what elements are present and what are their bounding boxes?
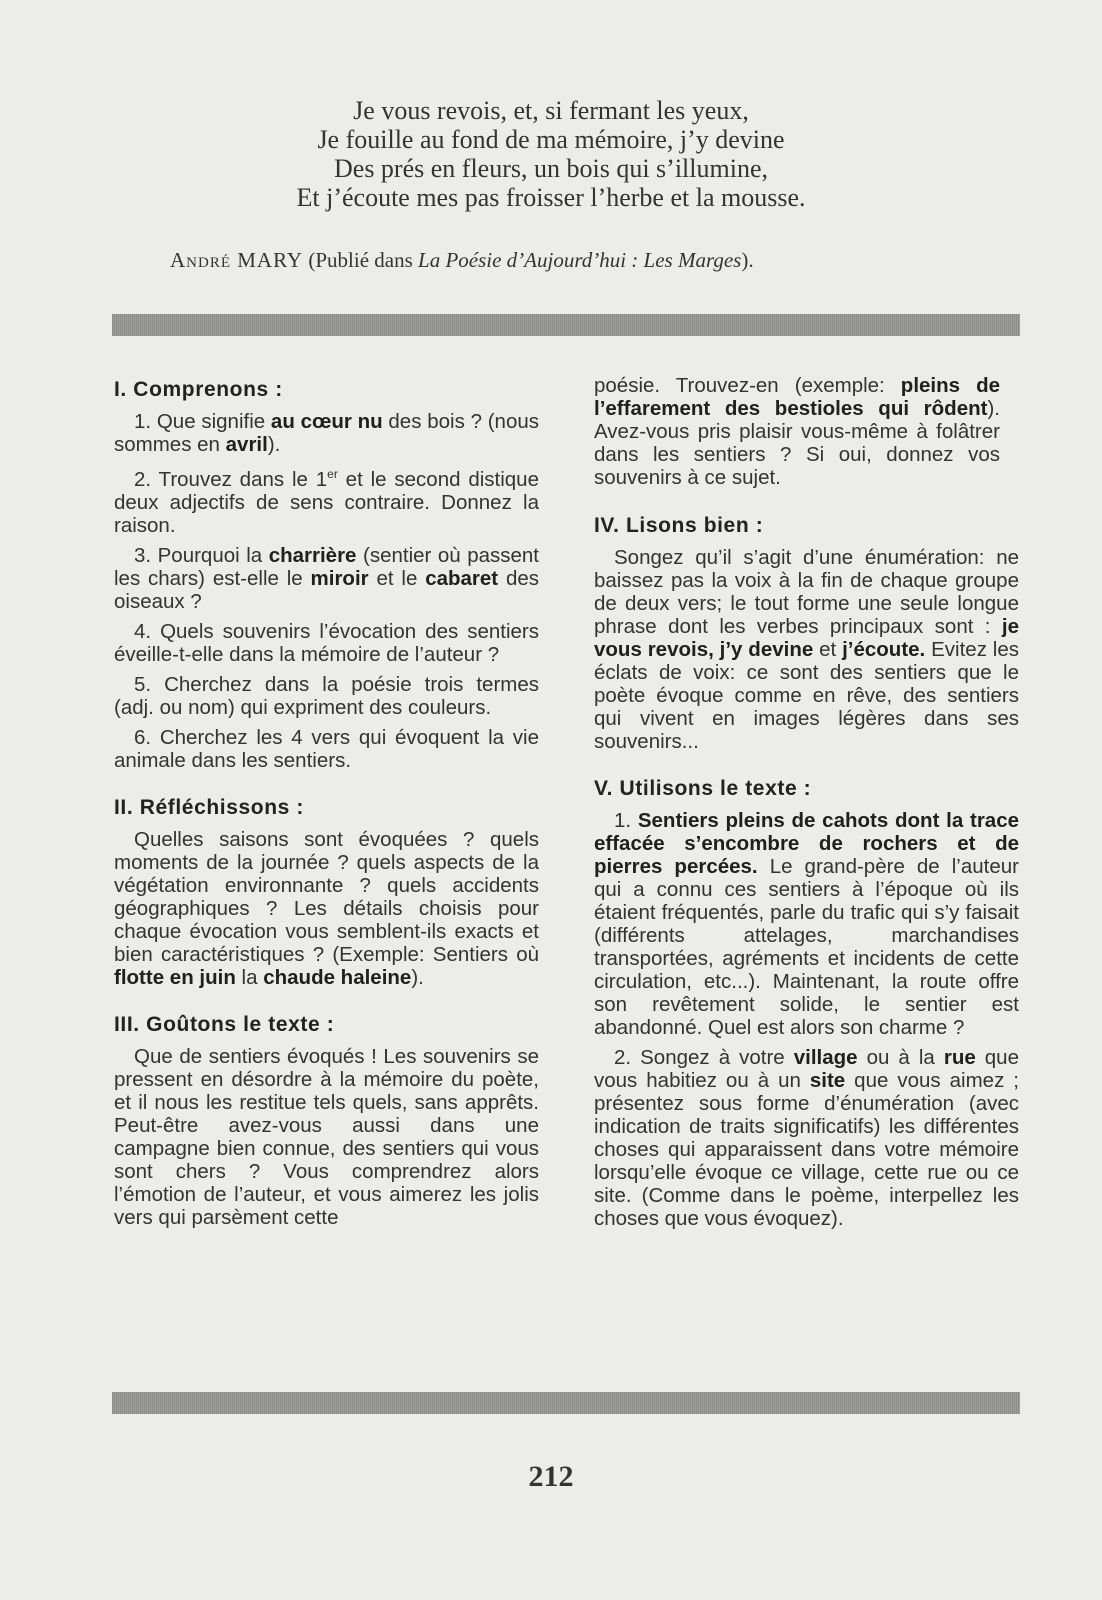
exercise-2: 2. Songez à votre village ou à la rue que vous habitiez ou à un site que vous aimez ; présentez sous forme d’énumération (avec indication de traits significatifs) les différentes choses qui apparaissent dans votre mémoire lorsqu’elle évoque ce village, cette rue ou ce site. (Comme dans le poème, interpellez les choses que vous évoquez).	[594, 1046, 1020, 1230]
section-title: V. Utilisons le texte :	[594, 777, 812, 800]
section-title: I. Comprenons :	[114, 378, 283, 401]
attribution-prefix: (Publié dans	[308, 248, 419, 272]
question-3: 3. Pourquoi la charrière (sentier où passent les chars) est-elle le miroir et le cabaret des oiseaux ?	[114, 543, 540, 613]
section-body: Quelles saisons sont évoquées ? quels moments de la journée ? quels aspects de la végétation environnante ? quels accidents géographiques ? Les détails choisis pour chaque évocation vous semblent-ils exacts et bien caractéristiques ? (Exemple: Sentiers où flotte en juin la chaude haleine).	[114, 827, 539, 989]
poem-line: Je fouille au fond de ma mémoire, j’y devine	[317, 125, 785, 154]
question-4: 4. Quels souvenirs l’évocation des sentiers éveille-t-elle dans la mémoire de l’auteur ?	[114, 619, 539, 666]
question-1: 1. Que signifie au cœur nu des bois ? (nous sommes en avril).	[114, 410, 540, 456]
exercise-1: 1. Sentiers pleins de cahots dont la trace effacée s’encombre de rochers et de pierres percées. Le grand-père de l’auteur qui a connu ces sentiers à l’époque où ils étaient fréquentés, parle du trafic qui s’y faisait (différents attelages, marchandises transportées, agréments et incidents de cette circulation, etc...). Maintenant, la route offre son revêtement solide, le sentier est abandonné. Quel est alors son charme ?	[594, 809, 1019, 1039]
bottom-divider-bar	[112, 1392, 1020, 1414]
question-6: 6. Cherchez les 4 vers qui évoquent la vie animale dans les sentiers.	[114, 725, 539, 772]
poem-line: Des prés en fleurs, un bois qui s’illumine,	[334, 154, 768, 183]
section-body-continued: poésie. Trouvez-en (exemple: pleins de l’effarement des bestioles qui rôdent). Avez-vous pris plaisir vous-même à folâtrer dans les sentiers ? Si oui, donnez vos souvenirs à ce sujet.	[594, 374, 1001, 489]
section-body: Songez qu’il s’agit d’une énumération: ne baissez pas la voix à la fin de chaque groupe de deux vers; le tout forme une seule longue phrase dont les verbes principaux sont : je vous revois, j’y devine et j’écoute. Evitez les éclats de voix: ce sont des sentiers que le poète évoque comme en rêve, des sentiers qui vivent en images légères dans ses souvenirs...	[594, 546, 1020, 753]
page-number: 212	[528, 1460, 574, 1493]
right-column	[594, 374, 1020, 1254]
section-title: II. Réfléchissons :	[114, 795, 304, 819]
left-column	[114, 378, 539, 1253]
section-title: IV. Lisons bien :	[594, 514, 764, 537]
section-reflechissons	[114, 796, 539, 989]
source-title: La Poésie d’Aujourd’hui : Les Marges	[418, 248, 742, 272]
author-name: André MARY	[170, 248, 304, 272]
poem-line: Je vous revois, et, si fermant les yeux,	[353, 96, 749, 125]
section-lisons	[594, 514, 1019, 753]
question-5: 5. Cherchez dans la poésie trois termes (adj. ou nom) qui expriment des couleurs.	[114, 672, 539, 719]
top-divider-bar	[112, 314, 1020, 336]
section-goutons	[114, 1013, 539, 1229]
section-title: III. Goûtons le texte :	[114, 1012, 335, 1036]
poem-excerpt	[0, 96, 1102, 212]
attribution-suffix: ).	[741, 248, 754, 272]
poem-line: Et j’écoute mes pas froisser l’herbe et la mousse.	[296, 183, 806, 212]
section-comprenons	[114, 378, 539, 772]
poem-attribution	[170, 248, 1010, 273]
section-utilisons	[594, 777, 1019, 1230]
question-2: 2. Trouvez dans le 1er et le second distique deux adjectifs de sens contraire. Donnez la raison.	[114, 467, 539, 537]
section-body: Que de sentiers évoqués ! Les souvenirs se pressent en désordre à la mémoire du poète, et il nous les restitue tels quels, sans apprêts. Peut-être avez-vous aussi dans une campagne bien connue, des sentiers qui vous sont chers ? Vous comprendrez alors l’émotion de l’auteur, et vous aimerez les jolis vers qui parsèment cette	[114, 1044, 539, 1229]
